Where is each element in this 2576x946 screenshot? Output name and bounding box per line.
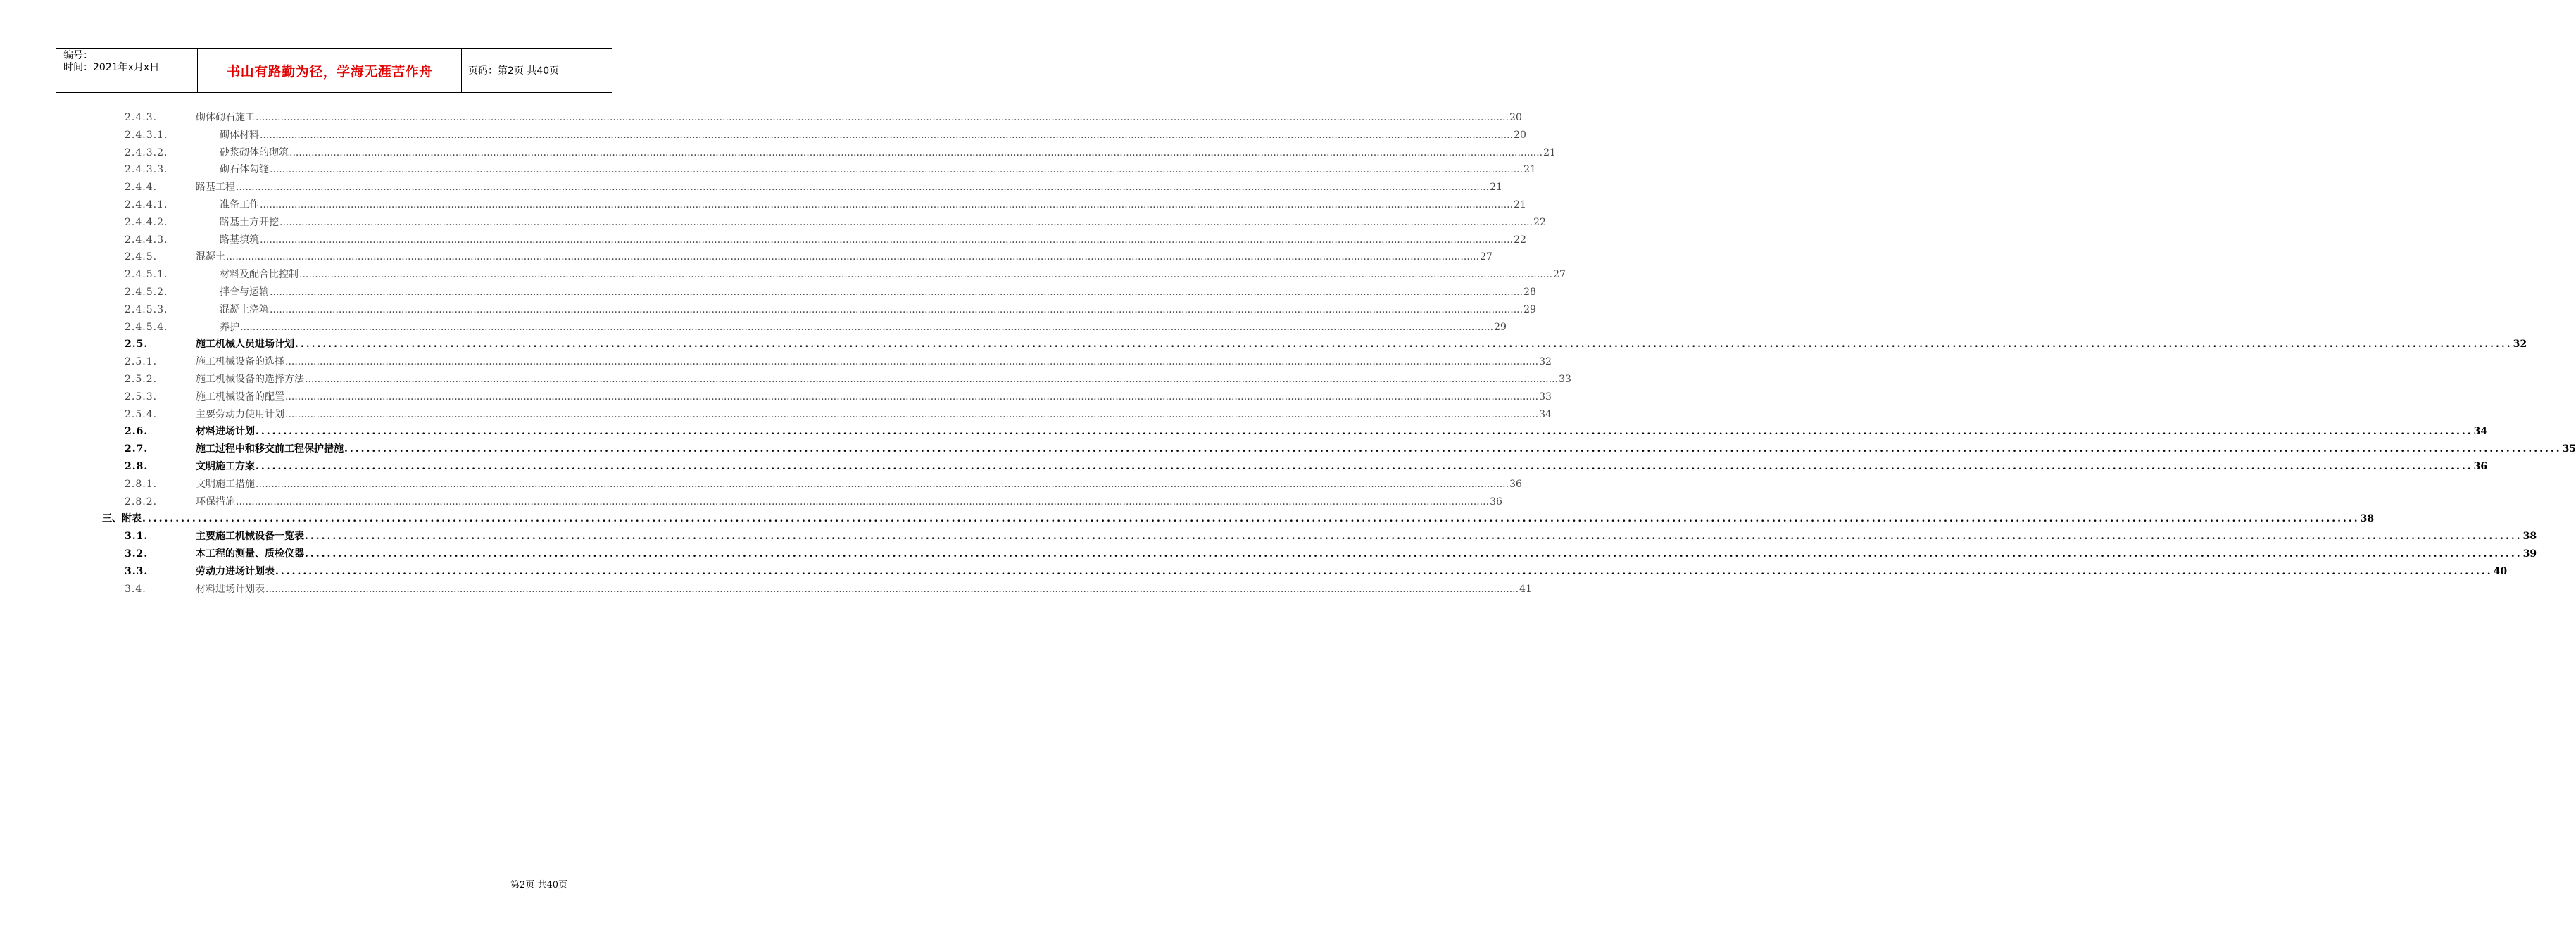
toc-entry-page: 22 [1533,216,1546,228]
toc-entry-page: 36 [1509,478,1522,490]
toc-entry-page: 34 [2473,426,2488,438]
toc-entry-page: 33 [1559,374,1571,385]
toc-entry-title: 砌石体勾缝 [220,164,269,176]
toc-entry-title: 材料及配合比控制 [220,269,299,281]
toc-entry-page: 27 [1480,251,1493,263]
toc-leader-dots: ................................................................................................................................................................................................................................................................................................................................................................................................................ [275,565,2493,577]
toc-entry-title: 主要施工机械设备一览表 [196,531,304,543]
toc-entry[interactable] [0,179,1502,195]
toc-entry-page: 40 [2493,565,2508,577]
toc-entry-page: 32 [2513,339,2527,351]
toc-entry-number: 2.4.4.1. [125,199,168,210]
toc-leader-dots: ................................................................................................................................................................................................................................................................................................................................................................................................................ [256,426,2473,438]
toc-leader-dots: ................................................................................................................................................................................................................................................................................................................................................................................................................ [256,478,1509,490]
toc-entry[interactable] [0,494,1502,510]
toc-entry-title: 劳动力进场计划表 [196,565,275,577]
toc-entry-page: 21 [1523,164,1536,176]
toc-entry-title: 环保措施 [196,496,235,507]
toc-entry-title: 混凝土浇筑 [220,303,269,315]
toc-entry-page: 22 [1514,234,1526,246]
toc-entry-number: 2.7. [125,443,149,455]
toc-entry-page: 35 [2562,443,2576,455]
toc-leader-dots: ................................................................................................................................................................................................................................................................................................................................................................................................................ [260,234,1514,246]
toc-entry-number: 2.4.5.4. [125,321,168,333]
toc-entry-page: 29 [1523,303,1536,315]
toc-entry-number: 2.8.1. [125,478,158,490]
toc-leader-dots: ................................................................................................................................................................................................................................................................................................................................................................................................................ [236,496,1490,507]
toc-entry-title: 砌体材料 [220,129,259,141]
toc-entry-title: 文明施工措施 [196,478,255,490]
toc-entry-title: 砂浆砌体的砌筑 [220,146,289,158]
toc-entry-page: 36 [2473,461,2488,472]
toc-entry-number: 2.4.4.3. [125,234,168,246]
toc-entry[interactable] [0,162,1536,177]
toc-entry[interactable] [0,372,1571,387]
toc-leader-dots: ................................................................................................................................................................................................................................................................................................................................................................................................................ [142,513,2360,525]
toc-entry[interactable] [0,302,1536,317]
toc-entry[interactable] [0,320,1507,335]
toc-entry[interactable] [0,441,2576,457]
toc-entry-number: 2.6. [125,426,149,438]
toc-leader-dots: ................................................................................................................................................................................................................................................................................................................................................................................................................ [285,391,1539,403]
toc-entry[interactable] [0,354,1552,370]
toc-leader-dots: ................................................................................................................................................................................................................................................................................................................................................................................................................ [260,199,1514,210]
toc-leader-dots: ................................................................................................................................................................................................................................................................................................................................................................................................................ [285,408,1539,420]
toc-leader-dots: ................................................................................................................................................................................................................................................................................................................................................................................................................ [344,443,2562,455]
toc-entry[interactable] [0,110,1522,125]
toc-entry-number: 3.4. [125,583,146,595]
toc-entry-number: 2.4.5. [125,251,158,263]
toc-entry-number: 2.8. [125,461,149,472]
header-page-info: 页码：第2页 共40页 [468,65,560,77]
toc-leader-dots: ................................................................................................................................................................................................................................................................................................................................................................................................................ [270,303,1523,315]
number-label: 编号： [63,50,93,61]
toc-entry-page: 29 [1494,321,1507,333]
toc-entry-title: 施工机械设备的选择 [196,356,284,368]
toc-entry-title: 准备工作 [220,199,259,210]
time-label: 时间：2021年x月x日 [63,62,160,73]
toc-entry-title: 路基填筑 [220,234,259,246]
toc-entry-title: 施工机械设备的选择方法 [196,374,304,385]
toc-entry-number: 2.4.3.1. [125,129,168,141]
toc-entry-page: 27 [1553,269,1566,281]
toc-entry[interactable] [0,424,2488,439]
toc-entry[interactable] [0,389,1552,405]
toc-entry-number: 2.5.1. [125,356,158,368]
toc-entry-title: 施工机械设备的配置 [196,391,284,403]
toc-entry-number: 2.5.2. [125,374,158,385]
toc-leader-dots: ................................................................................................................................................................................................................................................................................................................................................................................................................ [236,182,1490,194]
toc-entry-page: 33 [1539,391,1552,403]
page-header [56,48,612,93]
toc-entry[interactable] [0,284,1536,300]
toc-leader-dots: ................................................................................................................................................................................................................................................................................................................................................................................................................ [256,112,1509,123]
toc-entry-page: 21 [1514,199,1526,210]
toc-entry-number: 2.4.3.2. [125,146,168,158]
header-motto: 书山有路勤为径，学海无涯苦作舟 [199,49,462,92]
toc-entry[interactable] [0,564,2508,579]
toc-entry[interactable] [0,529,2537,544]
toc-entry-title: 施工过程中和移交前工程保护措施 [196,443,344,455]
toc-entry[interactable] [0,459,2488,474]
toc-entry-number: 2.4.4. [125,182,158,194]
toc-leader-dots: ................................................................................................................................................................................................................................................................................................................................................................................................................ [305,548,2522,560]
toc-leader-dots: ................................................................................................................................................................................................................................................................................................................................................................................................................ [270,164,1523,176]
toc-entry-page: 21 [1543,146,1556,158]
footer-page-info: 第2页 共40页 [510,880,567,890]
toc-entry[interactable] [0,511,2375,526]
toc-entry-number: 3.3. [125,565,149,577]
toc-entry-page: 20 [1509,112,1522,123]
toc-entry-page: 20 [1514,129,1526,141]
toc-leader-dots: ................................................................................................................................................................................................................................................................................................................................................................................................................ [270,286,1523,298]
toc-entry-number: 2.5.3. [125,391,158,403]
toc-entry[interactable] [0,407,1552,422]
toc-entry[interactable] [0,127,1526,143]
toc-entry[interactable] [0,249,1493,265]
toc-entry-page: 21 [1490,182,1502,194]
toc-entry-title: 主要劳动力使用计划 [196,408,284,420]
toc-entry-page: 38 [2522,531,2537,543]
toc-entry[interactable] [0,546,2537,562]
header-meta [56,49,198,92]
toc-entry-page: 38 [2360,513,2375,525]
toc-leader-dots: ................................................................................................................................................................................................................................................................................................................................................................................................................ [226,251,1480,263]
toc-entry-number: 2.4.3. [125,112,158,123]
toc-leader-dots: ................................................................................................................................................................................................................................................................................................................................................................................................................ [295,339,2513,351]
toc-entry[interactable] [0,232,1526,248]
toc-leader-dots: ................................................................................................................................................................................................................................................................................................................................................................................................................ [285,356,1539,368]
toc-entry-page: 41 [1519,583,1532,595]
toc-entry-page: 39 [2522,548,2537,560]
toc-entry-title: 路基工程 [196,182,235,194]
toc-entry-title: 养护 [220,321,239,333]
toc-entry-title: 本工程的测量、质检仪器 [196,548,304,560]
toc-entry-title: 材料进场计划表 [196,583,265,595]
toc-entry-title: 砌体砌石施工 [196,112,255,123]
toc-entry-title: 施工机械人员进场计划 [196,339,294,351]
toc-entry-number: 3.1. [125,531,149,543]
toc-entry-title: 混凝土 [196,251,225,263]
toc-leader-dots: ................................................................................................................................................................................................................................................................................................................................................................................................................ [260,129,1514,141]
toc-entry-number: 2.4.5.1. [125,269,168,281]
toc-leader-dots: ................................................................................................................................................................................................................................................................................................................................................................................................................ [256,461,2473,472]
toc-entry-number: 2.5. [125,339,149,351]
toc-entry-page: 28 [1523,286,1536,298]
toc-entry-title: 文明施工方案 [196,461,255,472]
toc-leader-dots: ................................................................................................................................................................................................................................................................................................................................................................................................................ [289,146,1543,158]
toc-entry-number: 2.4.5.3. [125,303,168,315]
toc-entry-title: 三、附表 [102,513,142,525]
toc-entry-page: 34 [1539,408,1552,420]
toc-leader-dots: ................................................................................................................................................................................................................................................................................................................................................................................................................ [240,321,1494,333]
toc-entry-title: 材料进场计划 [196,426,255,438]
toc-entry-number: 2.4.4.2. [125,216,168,228]
toc-entry[interactable] [0,477,1522,492]
toc-leader-dots: ................................................................................................................................................................................................................................................................................................................................................................................................................ [265,583,1519,595]
toc-entry[interactable] [0,336,2527,352]
toc-entry-title: 路基土方开挖 [220,216,279,228]
toc-leader-dots: ................................................................................................................................................................................................................................................................................................................................................................................................................ [299,269,1553,281]
toc-leader-dots: ................................................................................................................................................................................................................................................................................................................................................................................................................ [305,374,1559,385]
toc-entry-number: 3.2. [125,548,149,560]
toc-entry[interactable] [0,267,1566,282]
toc-entry[interactable] [0,215,1546,230]
toc-entry-number: 2.5.4. [125,408,158,420]
toc-entry[interactable] [0,581,1532,597]
toc-entry[interactable] [0,197,1526,213]
toc-entry-number: 2.4.5.2. [125,286,168,298]
toc-leader-dots: ................................................................................................................................................................................................................................................................................................................................................................................................................ [305,531,2522,543]
toc-entry-title: 拌合与运输 [220,286,269,298]
toc-entry-number: 2.4.3.3. [125,164,168,176]
toc-entry-page: 32 [1539,356,1552,368]
toc-entry[interactable] [0,145,1556,160]
toc-entry-page: 36 [1490,496,1502,507]
toc-leader-dots: ................................................................................................................................................................................................................................................................................................................................................................................................................ [279,216,1533,228]
toc-entry-number: 2.8.2. [125,496,158,507]
